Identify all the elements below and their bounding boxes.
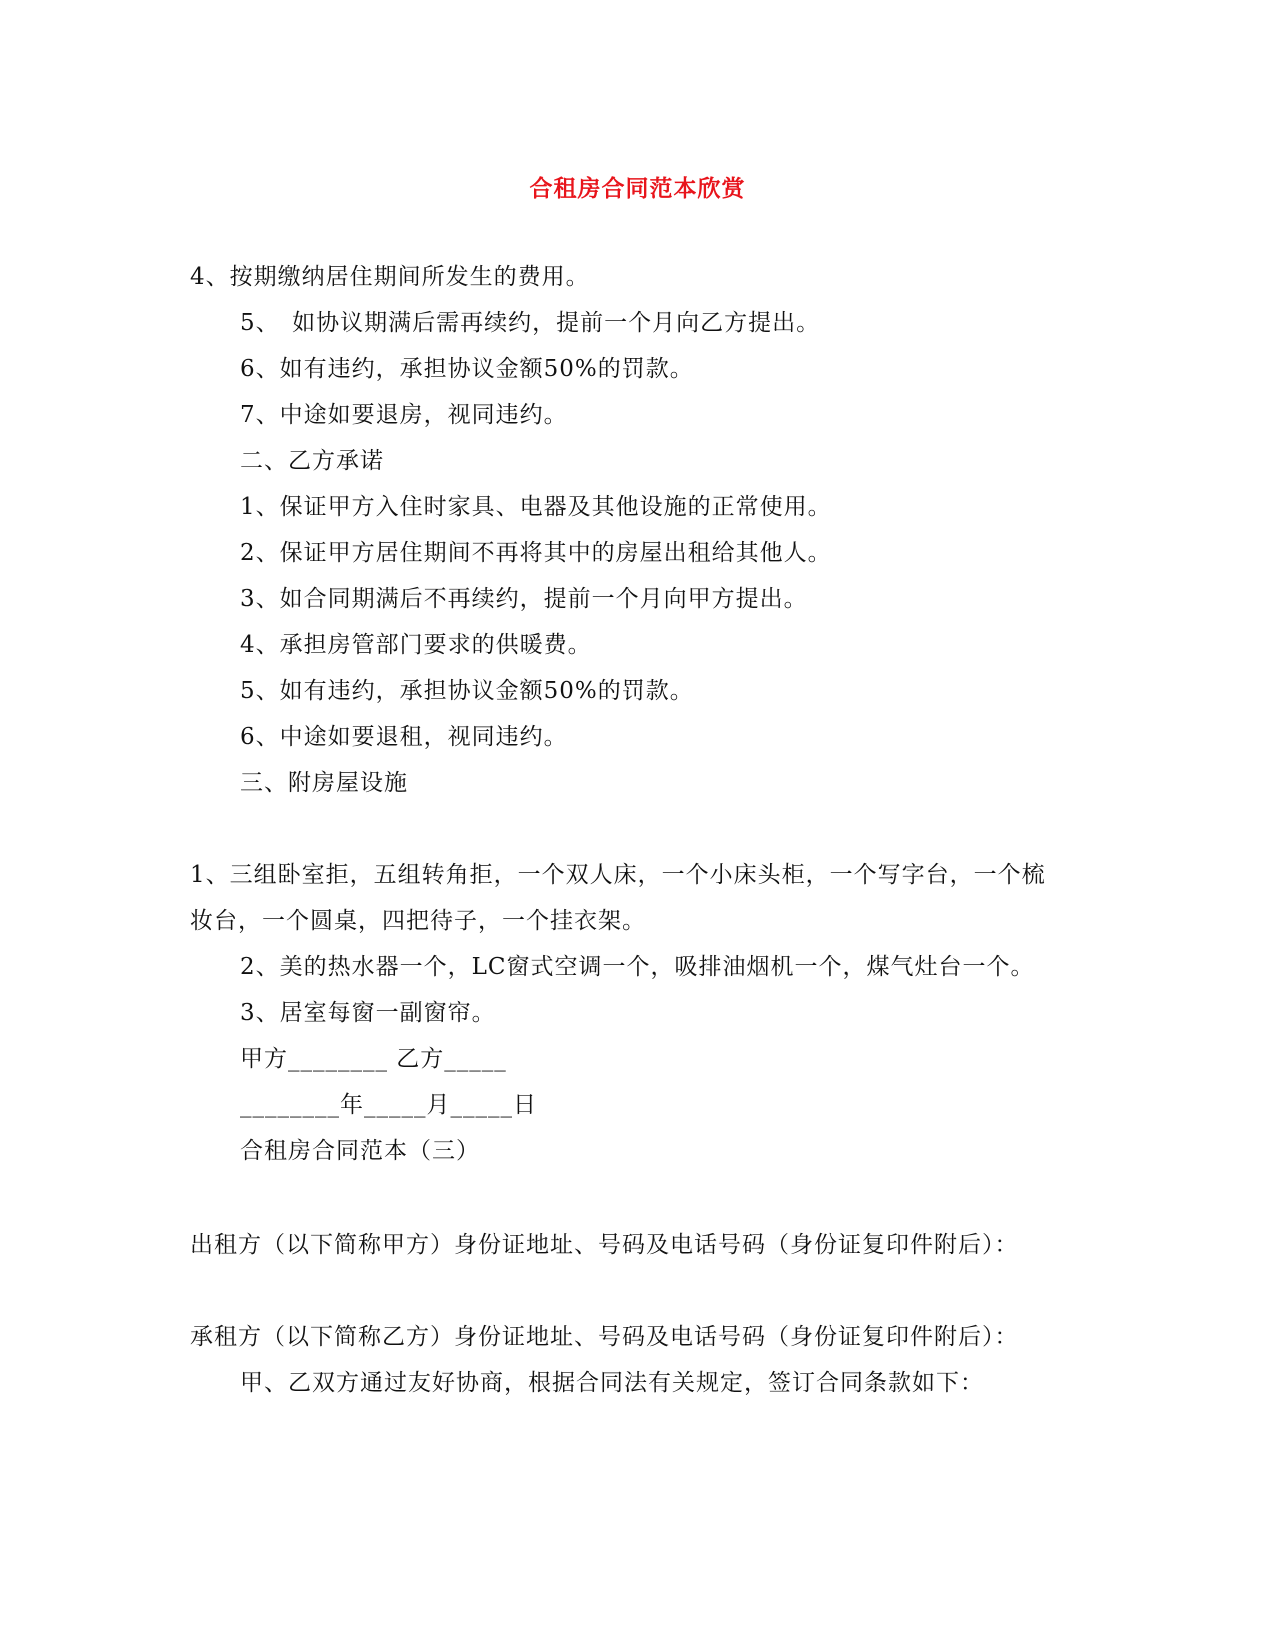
clause-line: 3、如合同期满后不再续约，提前一个月向甲方提出。 <box>240 586 808 612</box>
clause-line: 5、如有违约，承担协议金额50%的罚款。 <box>240 678 694 704</box>
clause-line: 4、承担房管部门要求的供暖费。 <box>240 632 592 658</box>
clause-line: 3、居室每窗一副窗帘。 <box>240 1000 496 1026</box>
document-title: 合租房合同范本欣赏 <box>529 175 746 202</box>
signature-line: 甲方________ 乙方_____ <box>240 1046 507 1072</box>
clause-line: 7、中途如要退房，视同违约。 <box>240 402 568 428</box>
clause-line: 4、按期缴纳居住期间所发生的费用。 <box>190 264 590 290</box>
section-heading: 三、附房屋设施 <box>240 770 408 796</box>
subsection-title: 合租房合同范本（三） <box>240 1138 480 1164</box>
clause-line: 1、三组卧室拒，五组转角拒，一个双人床，一个小床头柜，一个写字台，一个梳 <box>190 862 1046 888</box>
clause-line: 1、保证甲方入住时家具、电器及其他设施的正常使用。 <box>240 494 832 520</box>
clause-line: 6、如有违约，承担协议金额50%的罚款。 <box>240 356 694 382</box>
lessee-line: 承租方（以下简称乙方）身份证地址、号码及电话号码（身份证复印件附后）： <box>190 1324 1019 1350</box>
agreement-intro-line: 甲、乙双方通过友好协商，根据合同法有关规定，签订合同条款如下： <box>240 1370 984 1396</box>
clause-line: 2、美的热水器一个，LC窗式空调一个，吸排油烟机一个，煤气灶台一个。 <box>240 954 1035 980</box>
lessor-line: 出租方（以下简称甲方）身份证地址、号码及电话号码（身份证复印件附后）： <box>190 1232 1019 1258</box>
clause-line: 5、 如协议期满后需再续约，提前一个月向乙方提出。 <box>240 310 821 336</box>
clause-line-continuation: 妆台，一个圆桌，四把待子，一个挂衣架。 <box>190 908 646 934</box>
section-heading: 二、乙方承诺 <box>240 448 384 474</box>
date-line: ________年_____月_____日 <box>240 1092 537 1118</box>
clause-line: 2、保证甲方居住期间不再将其中的房屋出租给其他人。 <box>240 540 832 566</box>
clause-line: 6、中途如要退租，视同违约。 <box>240 724 568 750</box>
